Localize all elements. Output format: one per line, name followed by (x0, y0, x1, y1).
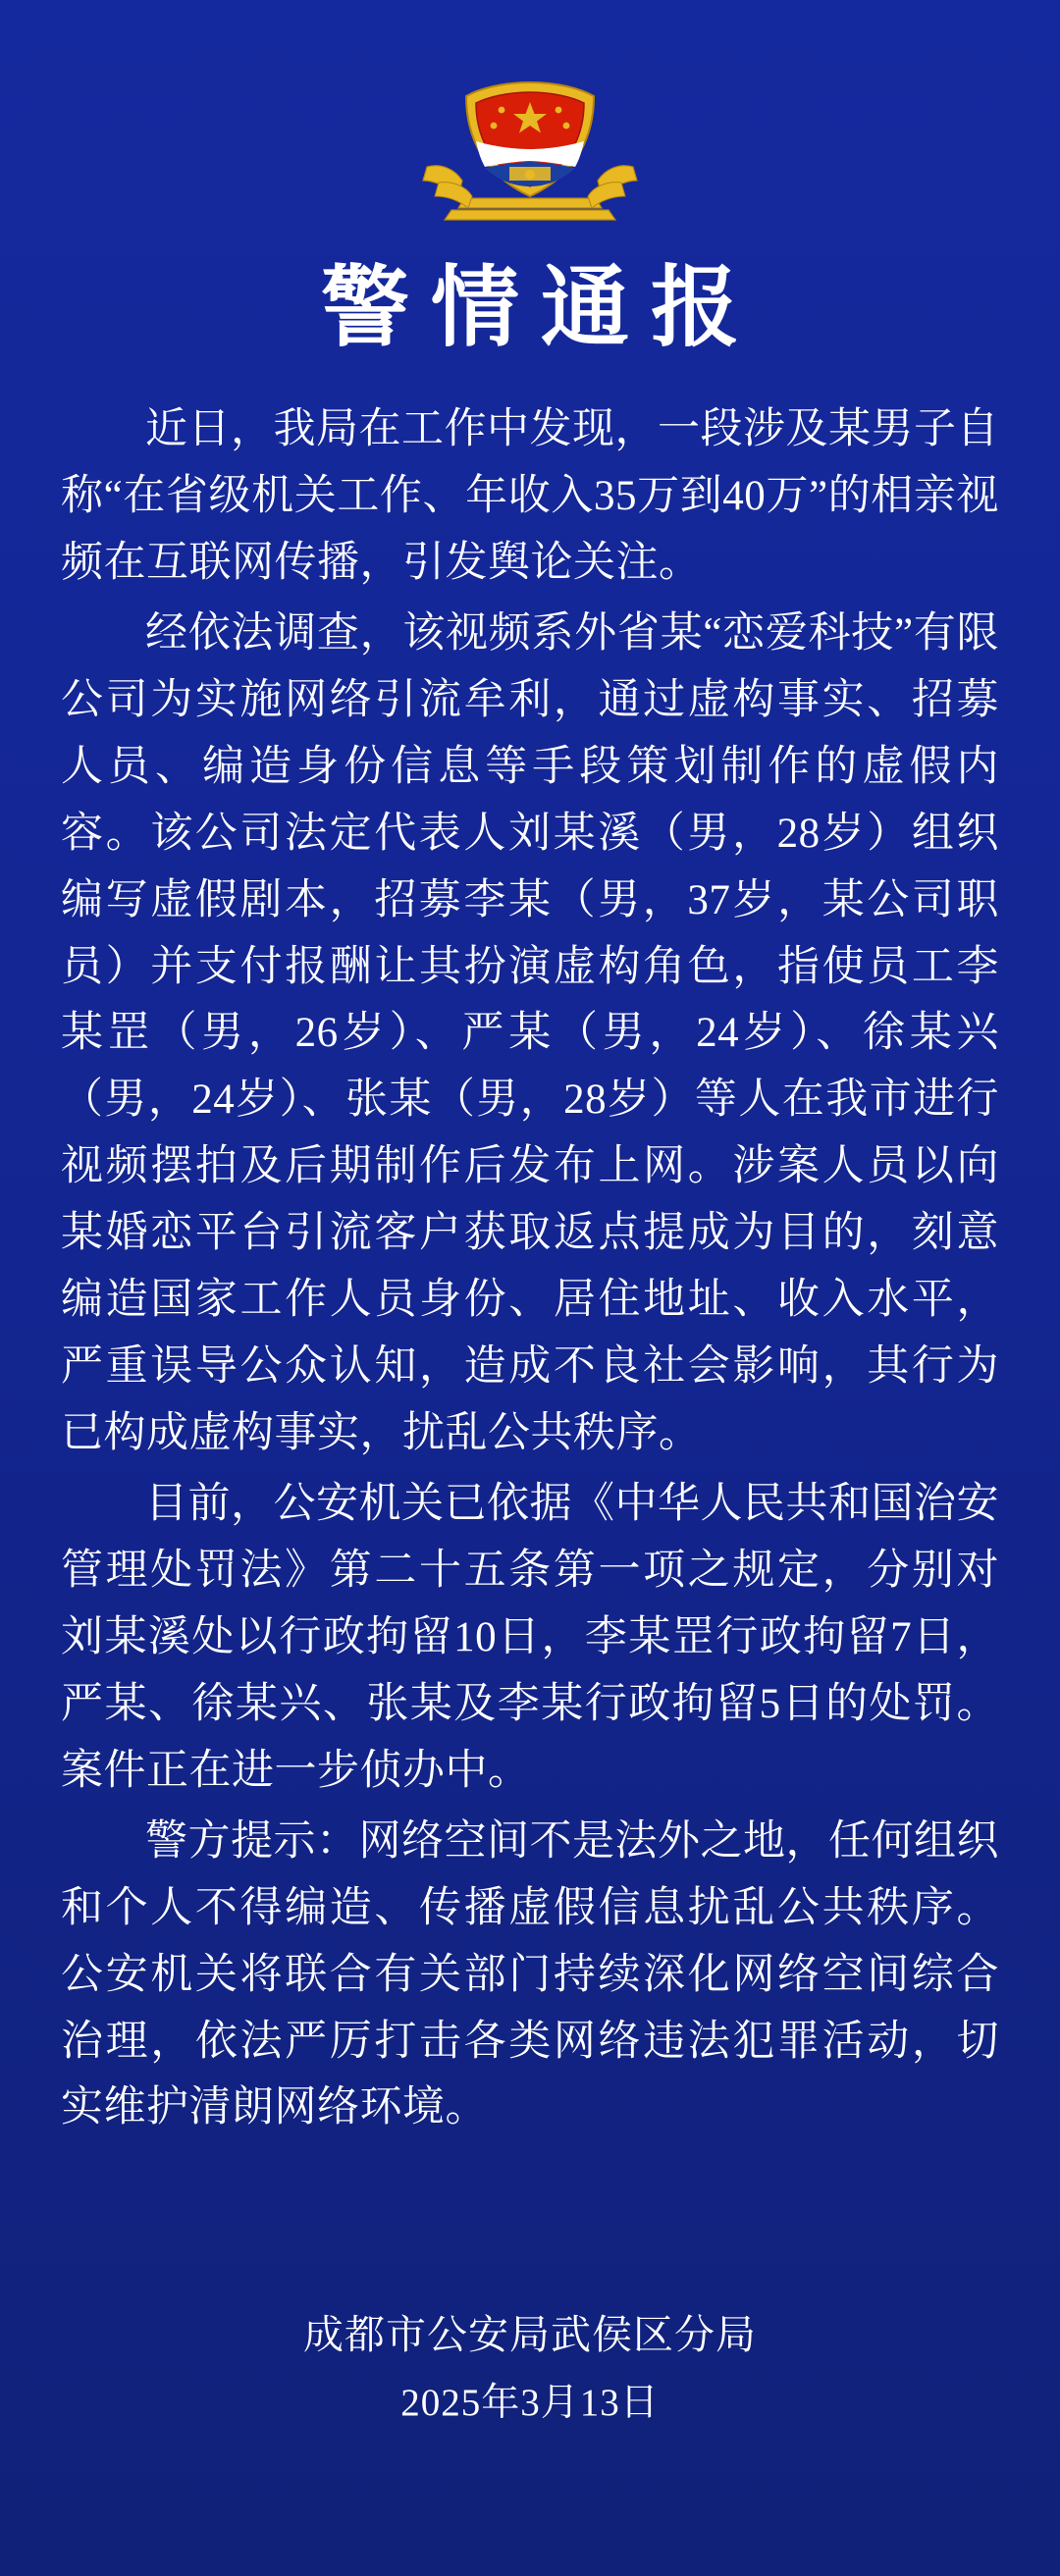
police-emblem-icon (419, 73, 641, 239)
emblem-container (61, 0, 999, 239)
paragraph-3: 目前，公安机关已依据《中华人民共和国治安管理处罚法》第二十五条第一项之规定，分别对刘某溪处以行政拘留10日，李某罡行政拘留7日，严某、徐某兴、张某及李某行政拘留5日的处罚。案件正在进一步侦办中。 (61, 1481, 999, 1794)
issue-date: 2025年3月13日 (400, 2382, 660, 2425)
paragraph-4: 警方提示：网络空间不是法外之地，任何组织和个人不得编造、传播虚假信息扰乱公共秩序。公安机关将联合有关部门持续深化网络空间综合治理，依法严厉打击各类网络违法犯罪活动，切实维护清朗网络环境。 (61, 1817, 999, 2131)
paragraph-2: 经依法调查，该视频系外省某“恋爱科技”有限公司为实施网络引流牟利，通过虚构事实、招募人员、编造身份信息等手段策划制作的虚假内容。该公司法定代表人刘某溪（男，28岁）组织编写虚假剧本，招募李某（男，37岁，某公司职员）并支付报酬让其扮演虚构角色，指使员工李某罡（男，26岁）、严某（男，24岁）、徐某兴（男，24岁）、张某（男，28岁）等人在我市进行视频摆拍及后期制作后发布上网。涉案人员以向某婚恋平台引流客户获取返点提成为目的，刻意编造国家工作人员身份、居住地址、收入水平，严重误导公众认知，造成不良社会影响，其行为已构成虚构事实，扰乱公共秩序。 (61, 609, 999, 1457)
page-title: 警情通报 (321, 260, 761, 357)
issuing-organization: 成都市公安局武侯区分局 (303, 2311, 757, 2357)
paragraph-1: 近日，我局在工作中发现，一段涉及某男子自称“在省级机关工作、年收入35万到40万”的相亲视频在互联网传播，引发舆论关注。 (61, 406, 999, 586)
signature-block (0, 2305, 1060, 2431)
announcement-body (61, 396, 999, 2141)
